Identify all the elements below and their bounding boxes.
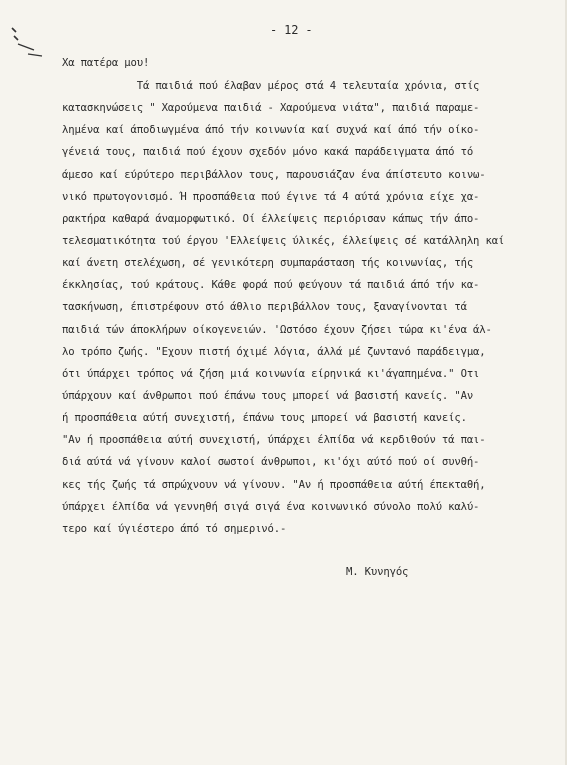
text-line: Τά παιδιά πού έλαβαν μέρος στά 4 τελευταία χρόνια, στίς [62,80,480,92]
text-line: ύπάρχει έλπίδα νά γεννηθή σιγά σιγά ένα κοινωνικό σύνολο πολύ καλύ- [62,500,480,513]
page-number: - 12 - [270,23,313,37]
text-line: τελεσματικότητα τού έργου 'Ελλείψεις ύλικές, έλλείψεις σέ κατάλληλη καί [62,234,505,247]
text-line: λο τρόπο ζωής. "Εχουν πιστή όχιμέ λόγια, άλλά μέ ζωντανό παράδειγμα, [62,345,486,358]
text-line: τερο καί ύγιέστερο άπό τό σημερινό.- [62,522,287,535]
signature: Μ. Κυνηγός [346,566,409,578]
text-line: νικό πρωτογονισμό. Ή προσπάθεια πού έγινε τά 4 αύτά χρόνια είχε χα- [62,190,480,203]
text-line: ρακτήρα καθαρά άναμορφωτικό. Οί έλλείψεις περιόρισαν κάπως τήν άπο- [62,212,480,225]
text-line: γένειά τους, παιδιά πού έχουν σχεδόν μόνο κακά παράδειγματα άπό τό [62,146,474,159]
text-line: έκκλησίας, τού κράτους. Κάθε φορά πού φεύγουν τά παιδιά άπό τήν κα- [62,279,480,292]
text-line: ή προσπάθεια αύτή συνεχιστή, έπάνω τους μπορεί νά βασιστή κανείς. [62,412,467,425]
text-line: άμεσο καί εύρύτερο περιβάλλον τους, παρουσιάζαν ένα άπίστευτο κοινω- [62,168,486,181]
text-line: λημένα καί άποδιωγμένα άπό τήν κοινωνία καί συχνά καί άπό τήν οίκο- [62,124,480,137]
text-line: τασκήνωση, έπιστρέφουν στό άθλιο περιβάλλον τους, ξαναγίνονται τά [62,301,467,314]
margin-mark [4,18,44,63]
text-line: διά αύτά νά γίνουν καλοί σωστοί άνθρωποι, κι'όχι αύτό πού οί συνθή- [62,456,480,469]
salutation: Χα πατέρα μου! [62,57,150,69]
text-line: "Αν ή προσπάθεια αύτή συνεχιστή, ύπάρχει έλπίδα νά κερδιθούν τά παι- [62,434,486,447]
text-line: καί άνετη στελέχωση, σέ γενικότερη συμπαράσταση τής κοινωνίας, τής [62,257,474,270]
text-line: ύπάρχουν καί άνθρωποι πού έπάνω τους μπορεί νά βασιστή κανείς. "Αν [62,389,474,402]
letter-body [62,75,562,540]
text-line: ότι ύπάρχει τρόπος νά ζήση μιά κοινωνία είρηνικά κι'άγαπημένα." Οτι [62,367,480,380]
text-line: κατασκηνώσεις " Χαρούμενα παιδιά - Χαρούμενα νιάτα", παιδιά παραμε- [62,102,480,115]
text-line: παιδιά τών άποκλήρων οίκογενειών. 'Ωστόσο έχουν ζήσει τώρα κι'ένα άλ- [62,323,492,336]
text-line: κες τής ζωής τά σπρώχνουν νά γίνουν. "Αν ή προσπάθεια αύτή έπεκταθή, [62,478,486,491]
